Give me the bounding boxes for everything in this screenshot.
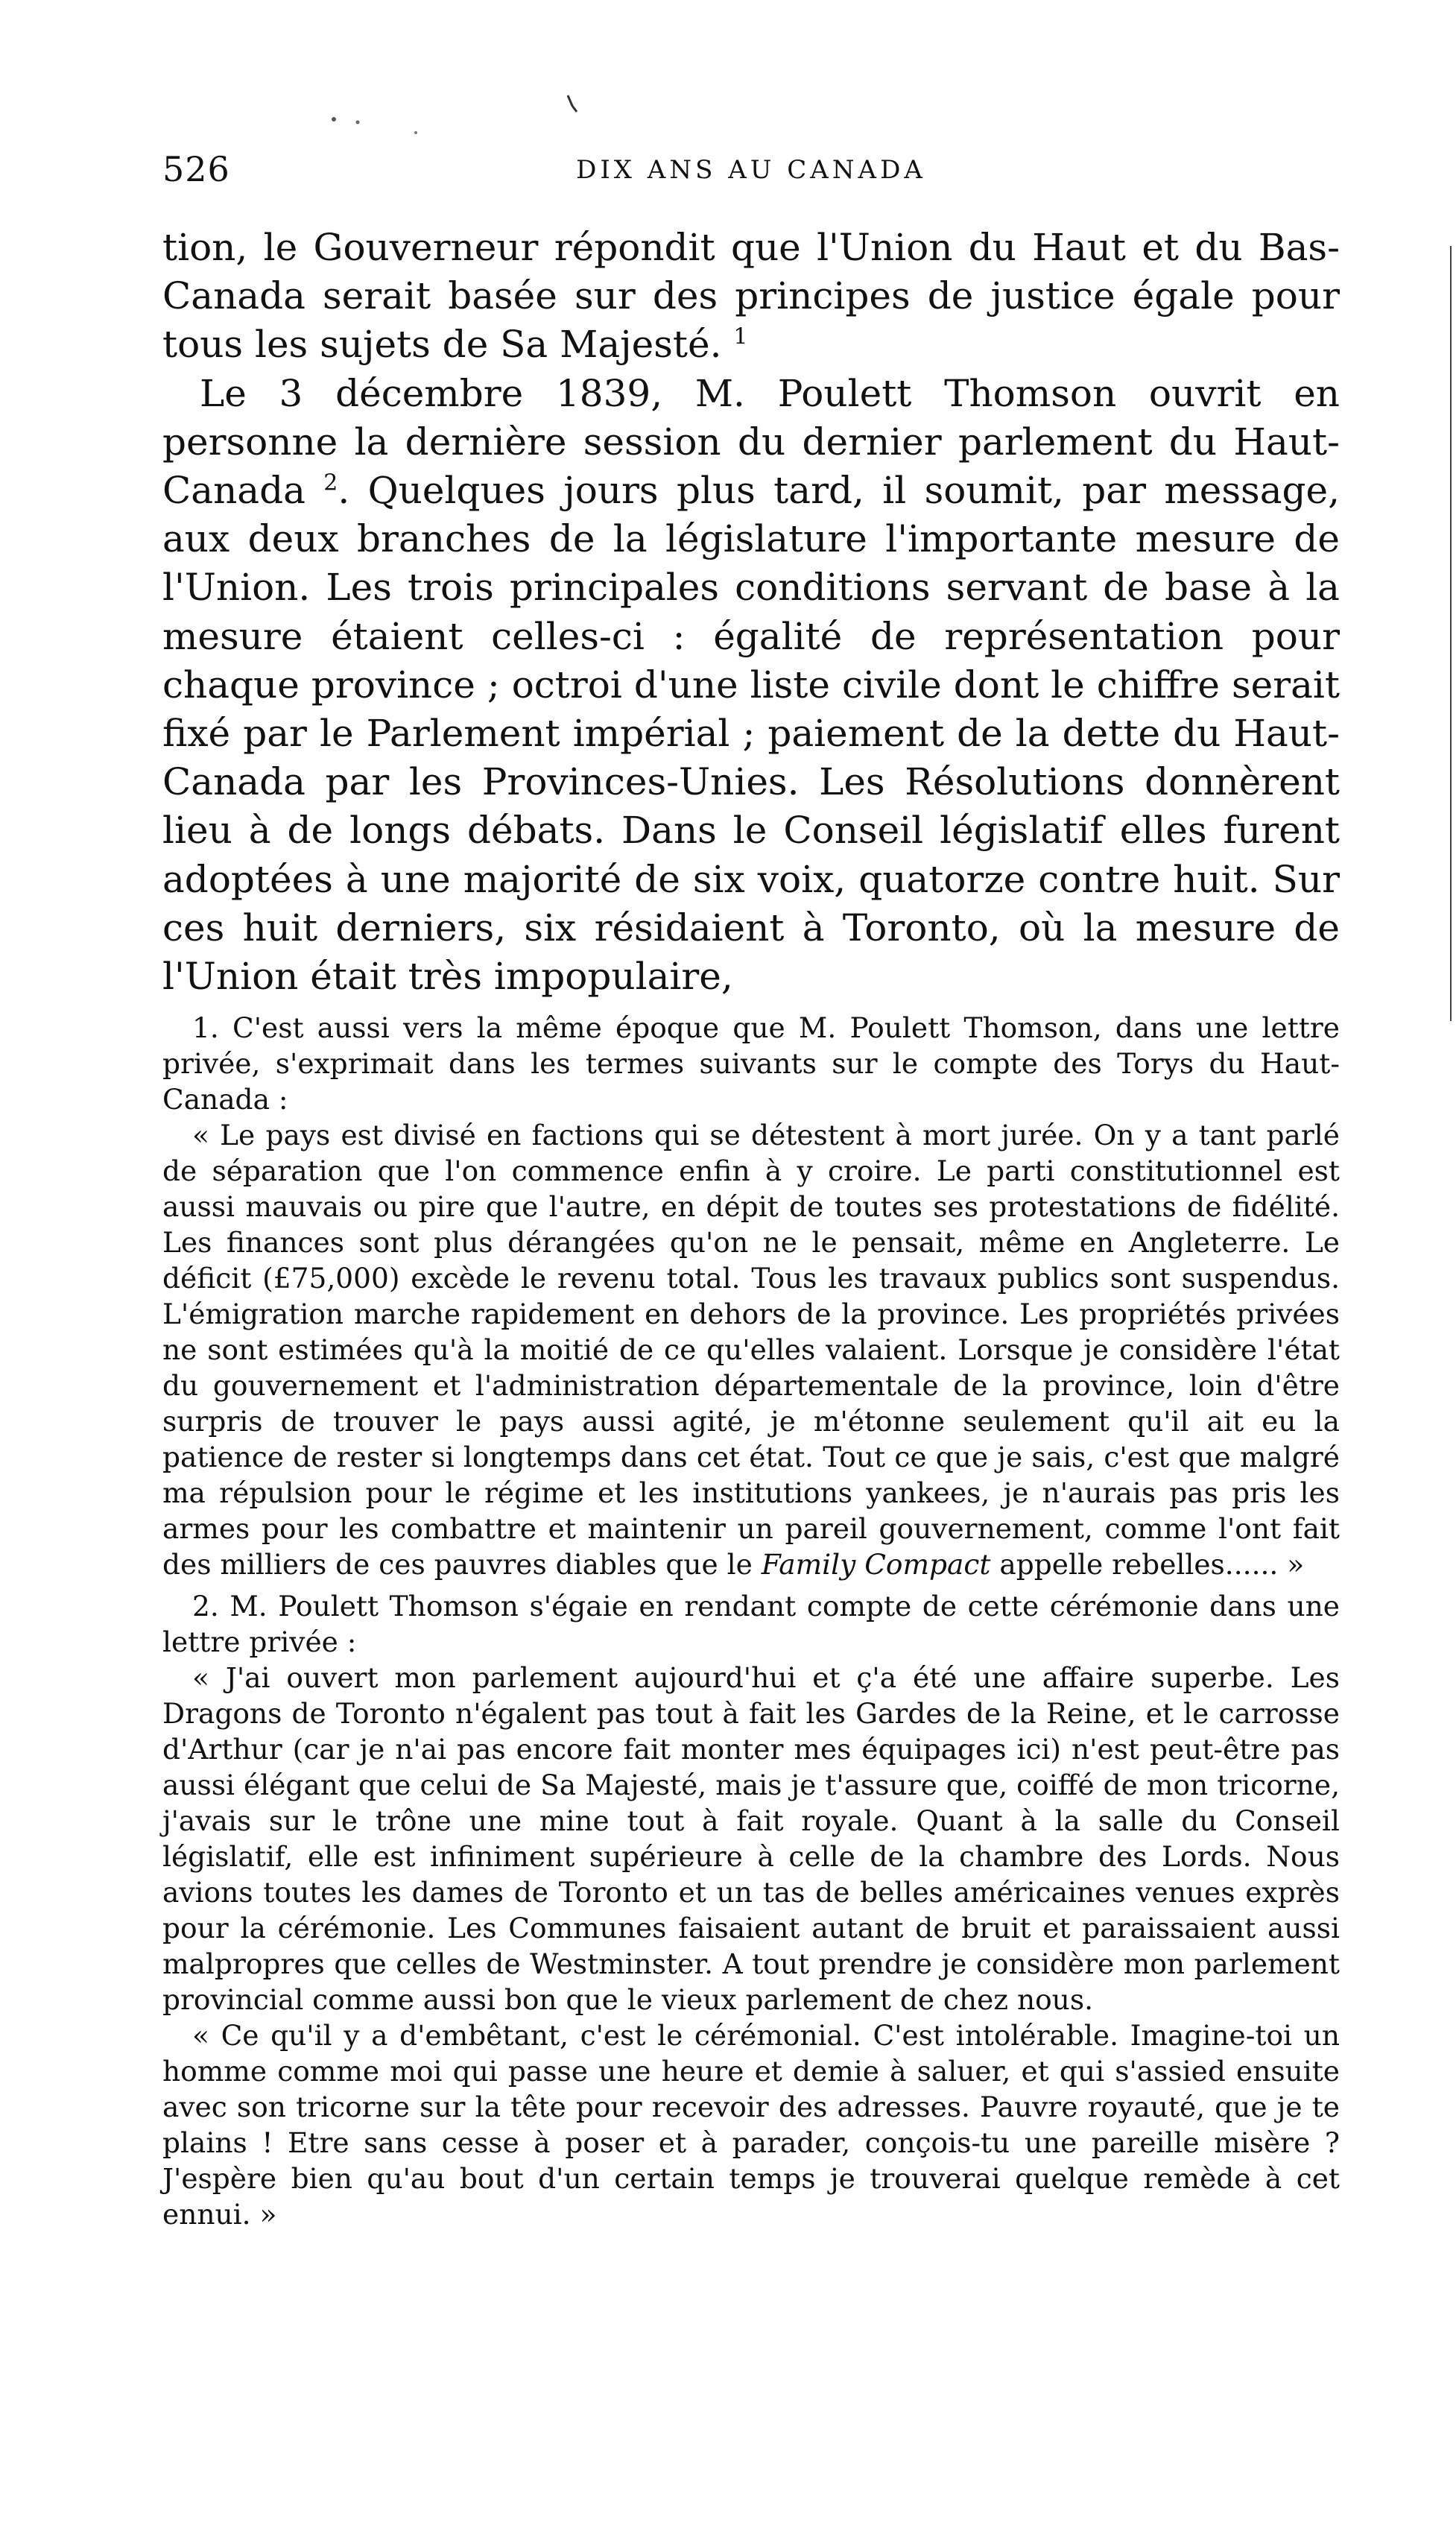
scan-edge (1450, 246, 1452, 1021)
paragraph (162, 370, 1340, 1002)
quote-text: appelle rebelles...... » (999, 1548, 1305, 1581)
paragraph-text: tion, le Gouverneur répondit que l'Union du Haut et du Bas-Canada serait basée sur des principes de justice égale pour tous les sujets de Sa Majesté. (162, 226, 1340, 367)
paragraph (162, 224, 1340, 370)
emphasis: Family Compact (761, 1548, 991, 1581)
paragraph-text: . Quelques jours plus tard, il soumit, par message, aux deux branches de la législature l'importante mesure de l'Union. Les trois principales conditions servant de base à la mesure étaient celles-ci : égalité de représentation pour chaque province ; octroi d'une liste civile dont le chiffre serait fixé par le Parlement impérial ; paiement de la dette du Haut-Canada par les Provinces-Unies. Les Résolutions donnèrent lieu à de longs débats. Dans le Conseil législatif elles furent adoptées à une majorité de six voix, quatorze contre huit. Sur ces huit derniers, six résidaient à Toronto, où la mesure de l'Union était très impopulaire, (162, 469, 1340, 999)
page-number: 526 (162, 149, 230, 189)
paragraph-text: Le 3 décembre 1839, M. Poulett Thomson ouvrit en personne la dernière session du dernier parlement du Haut-Canada (162, 371, 1340, 513)
page-header (162, 149, 1340, 201)
footnote-1: 1. C'est aussi vers la même époque que M. Poulett Thomson, dans une lettre privée, s'exprimait dans les termes suivants sur le compte des Torys du Haut-Canada : (162, 1011, 1340, 1116)
footnotes (162, 1010, 1340, 2232)
footnote-1-quote (162, 1117, 1340, 1582)
footnote-2: 2. M. Poulett Thomson s'égaie en rendant compte de cette cérémonie dans une lettre privée : (162, 1590, 1340, 1658)
footnote-2-quote: « Ce qu'il y a d'embêtant, c'est le cérémonial. C'est intolérable. Imagine-toi un homme comme moi qui passe une heure et demie à saluer, et qui s'assied ensuite avec son tricorne sur la tête pour recevoir des adresses. Pauvre royauté, que je te plains ! Etre sans cesse à poser et à parader, conçois-tu une pareille misère ? J'espère bien qu'au bout d'un certain temps je trouverai quelque remède à cet ennui. » (162, 2019, 1340, 2231)
print-specks (328, 89, 611, 134)
footnote-ref: 1 (733, 323, 748, 350)
quote-text: « Le pays est divisé en factions qui se détestent à mort jurée. On y a tant parlé de séparation que l'on commence enfin à y croire. Le parti constitutionnel est aussi mauvais ou pire que l'autre, en dépit de toutes ses protestations de fidélité. Les finances sont plus dérangées qu'on ne le pensait, même en Angleterre. Le déficit (£75,000) excède le revenu total. Tous les travaux publics sont suspendus. L'émigration marche rapidement en dehors de la province. Les propriétés privées ne sont estimées qu'à la moitié de ce qu'elles valaient. Lorsque je considère l'état du gouvernement et l'administration départementale de la province, loin d'être surpris de trouver le pays aussi agité, je m'étonne seulement qu'il ait eu la patience de rester si longtemps dans cet état. Tout ce que je sais, c'est que malgré ma répulsion pour le régime et les institutions yankees, je n'aurais pas pris les armes pour les combattre et maintenir un pareil gouvernement, comme l'ont fait des milliers de ces pauvres diables que le (162, 1119, 1340, 1581)
footnote-ref: 2 (323, 470, 338, 496)
running-title: DIX ANS AU CANADA (576, 155, 926, 185)
footnote-2-quote: « J'ai ouvert mon parlement aujourd'hui et ç'a été une affaire superbe. Les Dragons de Toronto n'égalent pas tout à fait les Gardes de la Reine, et le carrosse d'Arthur (car je n'ai pas encore fait monter mes équipages ici) n'est peut-être pas aussi élégant que celui de Sa Majesté, mais je t'assure que, coiffé de mon tricorne, j'avais sur le trône une mine tout à fait royale. Quant à la salle du Conseil législatif, elle est infiniment supérieure à celle de la chambre des Lords. Nous avions toutes les dames de Toronto et un tas de belles américaines venues exprès pour la cérémonie. Les Communes faisaient autant de bruit et paraissaient aussi malpropres que celles de Westminster. A tout prendre je considère mon parlement provincial comme aussi bon que le vieux parlement de chez nous. (162, 1661, 1340, 2016)
main-text (162, 224, 1340, 1001)
